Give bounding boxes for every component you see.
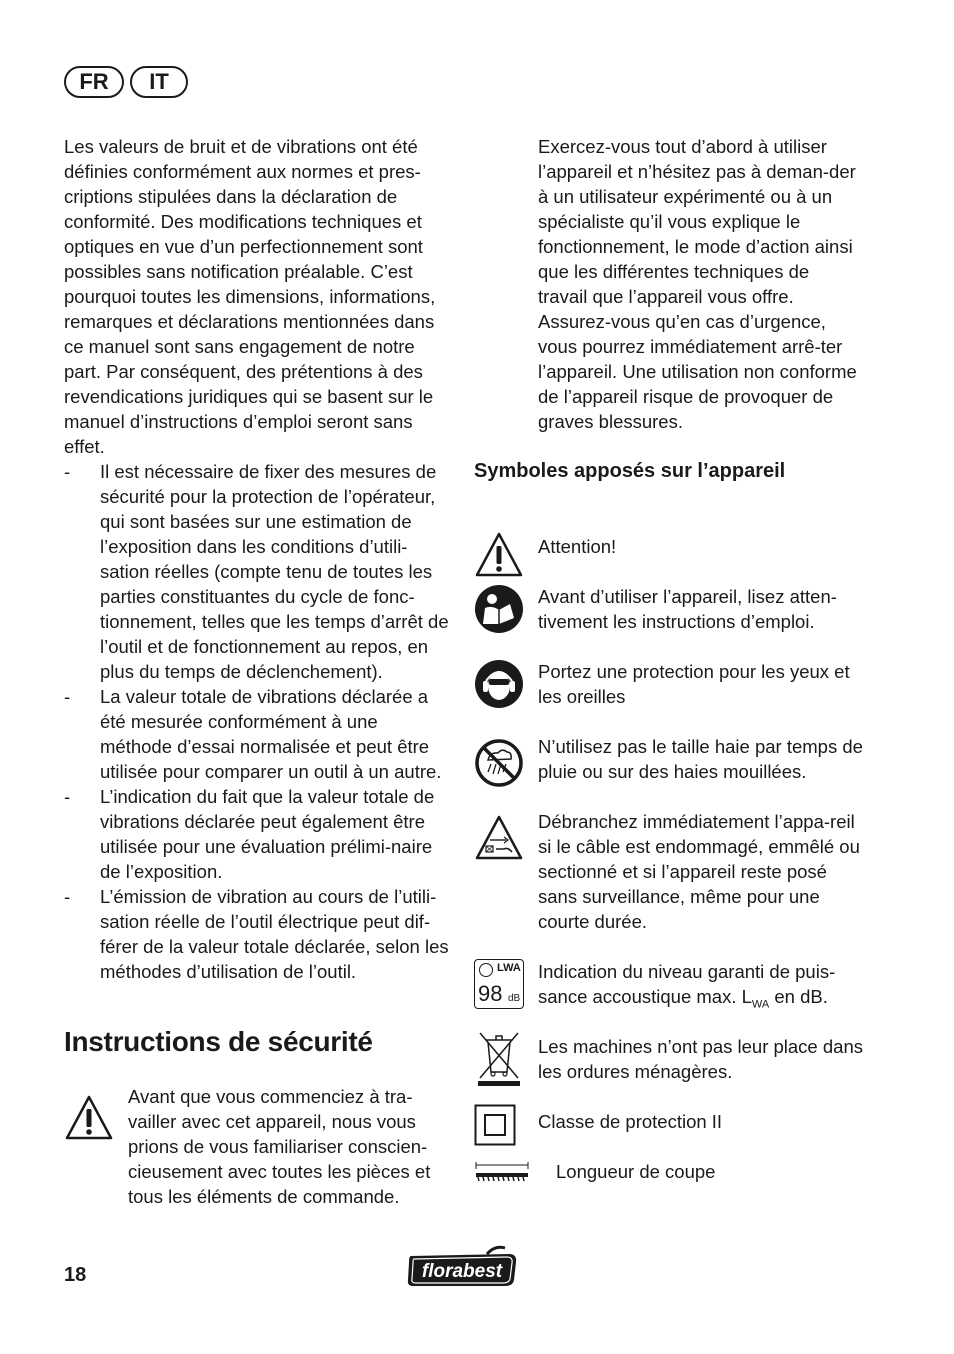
safety-warning-text: Avant que vous commenciez à tra-vailler avec cet appareil, nous vous prions de vous familiariser conscien-cieusement avec toutes les pièces et tous les éléments de commande. (128, 1086, 431, 1207)
warning-triangle-icon (474, 530, 524, 580)
no-rain-icon (474, 738, 524, 788)
read-manual-icon (474, 584, 524, 634)
lang-label-it: IT (149, 69, 169, 94)
unplug-warning-icon (474, 813, 524, 863)
symbol-label: Avant d’utiliser l’appareil, lisez atten-tivement les instructions d’emploi. (538, 586, 837, 632)
sound-label-unit: en dB. (769, 986, 828, 1007)
list-item: - Il est nécessaire de fixer des mesures de sécurité pour la protection de l’opérateur, qui sont basées sur une estimation de l’exposition dans les conditions d’utili-sation réelles (compte tenu de toutes les parties constituantes du cycle de fonc-tionnement, telles que les temps d’arrêt de l’outil et de fonctionnement au repos, en plus du temps de déclenchement). (64, 459, 450, 684)
lang-badge-it (130, 66, 188, 98)
symbol-label: Classe de protection II (538, 1111, 723, 1132)
symbols-heading: Symboles apposés sur l’appareil (474, 460, 786, 482)
speaker-icon (479, 963, 493, 977)
list-item: - L’indication du fait que la valeur totale de vibrations déclarée peut également être utilisée pour une évaluation prélimi-naire de l’exposition. (64, 784, 450, 884)
list-item: - La valeur totale de vibrations déclarée a été mesurée conformément à une méthode d’essai normalisée et peut être utilisée pour comparer un outil à un autre. (64, 684, 450, 784)
symbol-label: Longueur de coupe (556, 1161, 716, 1182)
warning-triangle-icon (64, 1094, 114, 1142)
right-column (538, 134, 858, 434)
symbol-label: Débranchez immédiatement l’appa-reil si le câble est endommagé, emmêlé ou sectionné et si l’appareil reste posé sans surveillance, même pour une courte durée. (538, 811, 860, 932)
weee-bin-icon (474, 1028, 524, 1088)
class-ii-icon (474, 1104, 516, 1146)
florabest-logo (405, 1244, 520, 1290)
lang-label-fr: FR (79, 69, 109, 94)
usage-paragraph: Exercez-vous tout d’abord à utiliser l’appareil et n’hésitez pas à deman-der à un utilisateur expérimenté ou à un spécialiste qu’il vous explique le fonctionnement, le mode d’action ainsi que les différentes techniques de travail que l’appareil vous offre. Assurez-vous qu’en cas d’urgence, vous pourrez immédiatement arrê-ter l’appareil. Une utilisation non conforme de l’appareil risque de provoquer de graves blessures. (538, 136, 857, 432)
vibration-notes-list (64, 459, 450, 984)
safety-heading: Instructions de sécurité (64, 1026, 373, 1057)
sound-unit: dB (508, 993, 521, 1004)
page-number: 18 (64, 1264, 87, 1286)
symbol-label: Portez une protection pour les yeux et les oreilles (538, 661, 850, 707)
sound-label-sub: WA (751, 998, 770, 1011)
brand-text: florabest (421, 1261, 503, 1282)
sound-value: 98 (478, 981, 503, 1006)
lwa-label: LWA (497, 962, 521, 974)
intro-paragraph: Les valeurs de bruit et de vibrations ont été définies conformément aux normes et pres-criptions stipulées dans la déclaration de conformité. Des modifications techniques et optiques en vue d’un perfectionnement sont possibles sans notification préalable. C’est pourquoi toutes les dimensions, informations, remarques et déclarations mentionnées dans ce manuel sont sans engagement de notre part. Par conséquent, des prétentions à des revendications juridiques qui se basent sur le manuel d’instructions d’emploi seront sans effet. (64, 136, 436, 457)
symbol-label: Les machines n’ont pas leur place dans les ordures ménagères. (538, 1036, 863, 1082)
sound-label-text: Indication du niveau garanti de puis-sance accoustique max. L (538, 961, 836, 1007)
symbol-label (538, 959, 868, 1018)
lang-badge-fr (64, 66, 124, 98)
left-column (64, 134, 450, 984)
symbol-label: Attention! (538, 536, 617, 557)
list-item: - L’émission de vibration au cours de l’utili-sation réelle de l’outil électrique peut dif-férer de la valeur totale déclarée, selon les méthodes d’utilisation de l’outil. (64, 884, 450, 984)
sound-power-icon (474, 959, 524, 1009)
eye-ear-protection-icon (474, 659, 524, 709)
cutting-length-icon (474, 1161, 530, 1185)
symbol-label: N’utilisez pas le taille haie par temps de pluie ou sur des haies mouillées. (538, 736, 863, 782)
